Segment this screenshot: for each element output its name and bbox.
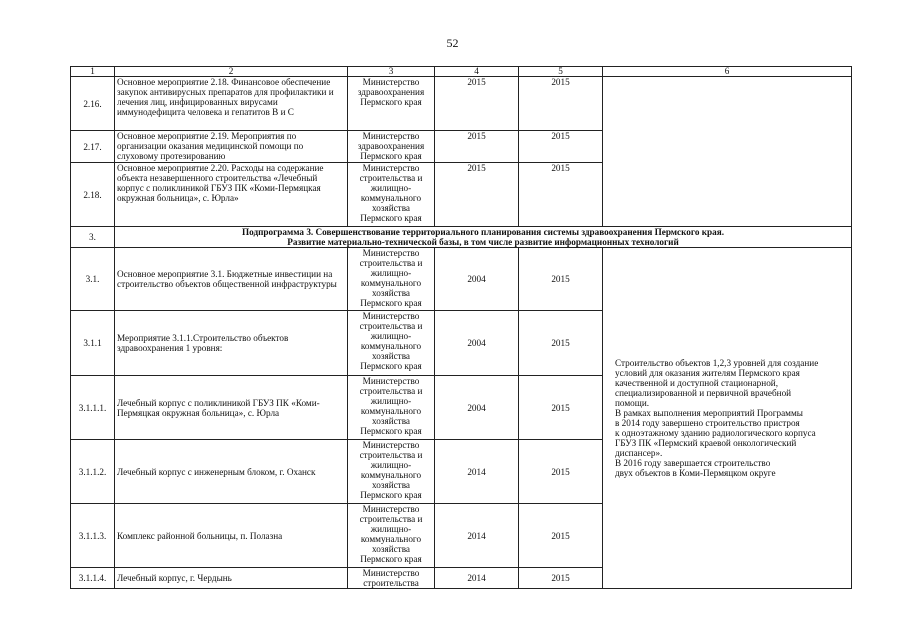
measure-text: Основное мероприятие 2.18. Финансовое обеспечение закупок антивирусных препаратов для профилактики и лечения лиц, инфицированных вирусами иммунодефицита человека и гепатитов В и С: [115, 77, 348, 131]
end-year: 2015: [519, 77, 603, 131]
note-line: специализированной и первичной врачебной: [615, 388, 792, 398]
responsible-org: Министерство строительства и жилищно-коммунального хозяйства Пермского края: [348, 163, 435, 227]
measure-text: Основное мероприятие 2.19. Мероприятия по организации оказания медицинской помощи по слуховому протезированию: [115, 131, 348, 163]
note-line: к одноэтажному зданию радиологического корпуса: [615, 428, 816, 438]
table-row: [71, 248, 852, 311]
subprogram-title: [115, 227, 852, 248]
note-line: В 2016 году завершается строительство: [615, 458, 771, 468]
subprogram-row: [71, 227, 852, 248]
note-line: помощи.: [615, 398, 650, 408]
measure-text: Основное мероприятие 2.20. Расходы на содержание объекта незавершенного строительства «Лечебный корпус с поликлиникой ГБУЗ ПК «Коми-Пермяцкая окружная больница», с. Юрла»: [115, 163, 348, 227]
measure-text: Мероприятие 3.1.1.Строительство объектов здравоохранения 1 уровня:: [115, 311, 348, 376]
column-header: 4: [435, 67, 519, 77]
note-line: двух объектов в Коми-Пермяцком округе: [615, 468, 776, 478]
note-line: В рамках выполнения мероприятий Программы: [615, 408, 803, 418]
end-year: 2015: [519, 440, 603, 504]
row-number: 2.16.: [71, 77, 115, 131]
start-year: 2015: [435, 77, 519, 131]
row-number: 3.: [71, 227, 115, 248]
measure-text: Лечебный корпус с инженерным блоком, г. Оханск: [115, 440, 348, 504]
note-line: диспансер».: [615, 448, 663, 458]
measure-text: Комплекс районной больницы, п. Полазна: [115, 504, 348, 568]
table-row: [71, 77, 852, 131]
responsible-org: Министерство строительства и жилищно-коммунального хозяйства Пермского края: [348, 248, 435, 311]
responsible-org: Министерство строительства и жилищно-коммунального хозяйства Пермского края: [348, 504, 435, 568]
column-header: 5: [519, 67, 603, 77]
row-number: 2.17.: [71, 131, 115, 163]
row-number: 2.18.: [71, 163, 115, 227]
responsible-org: Министерство строительства и жилищно-коммунального хозяйства Пермского края: [348, 311, 435, 376]
start-year: 2004: [435, 376, 519, 440]
start-year: 2015: [435, 163, 519, 227]
end-year: 2015: [519, 131, 603, 163]
start-year: 2004: [435, 311, 519, 376]
start-year: 2014: [435, 504, 519, 568]
end-year: 2015: [519, 163, 603, 227]
end-year: 2015: [519, 376, 603, 440]
row-number: 3.1.: [71, 248, 115, 311]
responsible-org: Министерство строительства и жилищно-коммунального хозяйства Пермского края: [348, 376, 435, 440]
subprogram-title-line: Подпрограмма 3. Совершенствование территориального планирования системы здравоохранения Пермского края.: [241, 227, 724, 237]
row-number: 3.1.1.1.: [71, 376, 115, 440]
start-year: 2014: [435, 568, 519, 589]
column-header: 6: [603, 67, 852, 77]
end-year: 2015: [519, 248, 603, 311]
subprogram-title-line: Развитие материально-технической базы, в том числе развитие информационных технологий: [287, 237, 679, 247]
column-header: 1: [71, 67, 115, 77]
row-number: 3.1.1.3.: [71, 504, 115, 568]
start-year: 2014: [435, 440, 519, 504]
note-line: ГБУЗ ПК «Пермский краевой онкологический: [615, 438, 797, 448]
measure-text: Лечебный корпус с поликлиникой ГБУЗ ПК «Коми-Пермяцкая окружная больница», с. Юрла: [115, 376, 348, 440]
measure-text: Лечебный корпус, г. Чердынь: [115, 568, 348, 589]
row-number: 3.1.1.4.: [71, 568, 115, 589]
note-line: Строительство объектов 1,2,3 уровней для создание: [615, 358, 819, 368]
table-header-row: [71, 67, 852, 77]
end-year: 2015: [519, 311, 603, 376]
result-note: [603, 248, 852, 589]
column-header: 3: [348, 67, 435, 77]
column-header: 2: [115, 67, 348, 77]
page-number: 52: [446, 36, 459, 50]
start-year: 2004: [435, 248, 519, 311]
responsible-org: Министерство здравоохранения Пермского края: [348, 131, 435, 163]
end-year: 2015: [519, 504, 603, 568]
responsible-org: Министерство строительства: [348, 568, 435, 589]
note-line: качественной и доступной стационарной,: [615, 378, 778, 388]
end-year: 2015: [519, 568, 603, 589]
measure-text: Основное мероприятие 3.1. Бюджетные инвестиции на строительство объектов общественной инфраструктуры: [115, 248, 348, 311]
responsible-org: Министерство строительства и жилищно-коммунального хозяйства Пермского края: [348, 440, 435, 504]
responsible-org: Министерство здравоохранения Пермского края: [348, 77, 435, 131]
note-line: в 2014 году завершено строительство пристроя: [615, 418, 800, 428]
row-number: 3.1.1.2.: [71, 440, 115, 504]
note-line: условий для оказания жителям Пермского края: [615, 368, 800, 378]
start-year: 2015: [435, 131, 519, 163]
result-cell: [603, 77, 852, 227]
program-table: [70, 66, 852, 589]
row-number: 3.1.1: [71, 311, 115, 376]
